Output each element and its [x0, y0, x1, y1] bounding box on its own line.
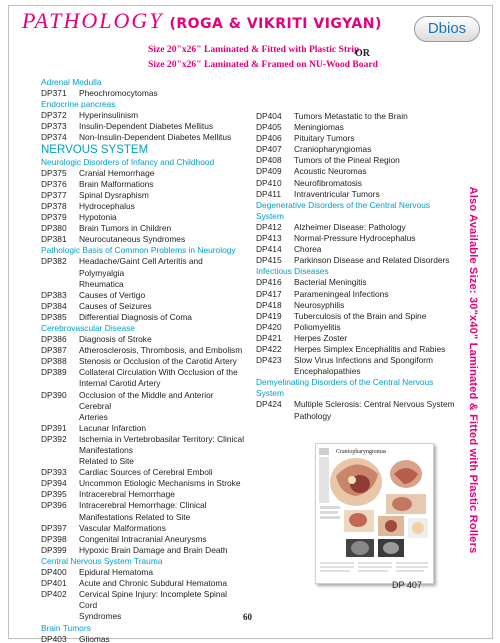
catalog-item — [41, 545, 246, 556]
item-title-line: Meningiomas — [294, 122, 344, 133]
item-title-line: Intracerebral Hemorrhage — [79, 489, 175, 500]
item-code: DP421 — [256, 332, 282, 343]
item-title — [294, 233, 456, 244]
item-title-line: Pheochromocytomas — [79, 88, 158, 99]
item-code: DP372 — [41, 110, 67, 121]
item-title-line: Herpes Simplex Encephalitis and Rabies — [294, 343, 446, 354]
catalog-item — [256, 133, 456, 144]
catalog-item — [41, 223, 246, 234]
item-code: DP424 — [256, 399, 282, 410]
item-code: DP376 — [41, 178, 67, 189]
vertical-size-note — [462, 128, 484, 612]
item-title-line: Lacunar Infarction — [79, 422, 147, 433]
item-title-line: Slow Virus Infections and Spongiform — [294, 355, 434, 366]
item-title — [294, 133, 456, 144]
catalog-item — [41, 390, 246, 423]
poster-thumbnail — [315, 443, 434, 584]
title-subtitle: (ROGA & VIKRITI VIGYAN) — [169, 16, 382, 32]
item-title-line: Vascular Malformations — [79, 522, 166, 533]
item-code: DP393 — [41, 467, 67, 478]
catalog-item — [41, 578, 246, 589]
item-title-line: Poliomyelitis — [294, 321, 341, 332]
item-code: DP384 — [41, 300, 67, 311]
section-heading: Cerebrovascular Disease — [41, 322, 136, 333]
item-title — [79, 301, 246, 312]
item-title — [294, 322, 456, 333]
section-heading: Adrenal Medulla — [41, 77, 102, 87]
item-title — [79, 88, 246, 99]
section-title: NERVOUS SYSTEM — [41, 143, 149, 156]
item-title-line: Tuberculosis of the Brain and Spine — [294, 310, 427, 321]
item-title — [294, 244, 456, 255]
catalog-item — [41, 110, 246, 121]
item-code: DP399 — [41, 544, 67, 555]
item-title-line: Intraventricular Tumors — [294, 188, 380, 199]
item-title — [79, 223, 246, 234]
item-title — [79, 478, 246, 489]
catalog-item — [41, 168, 246, 179]
catalog-item — [256, 155, 456, 166]
item-code: DP396 — [41, 500, 67, 511]
catalog-item — [41, 500, 246, 522]
item-title-line: Intracerebral Hemorrhage: Clinical — [79, 500, 207, 511]
catalog-item — [41, 367, 246, 389]
page-title — [22, 8, 382, 34]
item-title — [79, 567, 246, 578]
item-title-line: Gliomas — [79, 633, 110, 643]
item-title — [79, 545, 246, 556]
item-title-line: Neurocutaneous Syndromes — [79, 234, 186, 245]
section-heading: Infectious Diseases — [256, 266, 329, 277]
size-option-strip: Size 20"x26" Laminated & Fitted with Plastic Strip — [148, 44, 360, 55]
item-title-line: Collateral Circulation With Occlusion of the — [79, 367, 238, 378]
item-title-line: Ischemia in Vertebrobasilar Territory: Clinical — [79, 433, 245, 444]
item-code: DP391 — [41, 422, 67, 433]
section-heading: Demyelinating Disorders of the Central Nervous System — [256, 377, 434, 399]
item-title — [79, 256, 246, 289]
vertical-size-note-text: Also Available Size: 30"x40" Laminated & Fitted with Plastic Rollers — [467, 186, 479, 554]
catalog-item — [256, 144, 456, 155]
item-code: DP412 — [256, 221, 282, 232]
item-title — [79, 356, 246, 367]
item-title-line: Alzheimer Disease: Pathology — [294, 221, 406, 232]
item-code: DP371 — [41, 88, 67, 99]
item-code: DP386 — [41, 334, 67, 345]
item-title — [294, 344, 456, 355]
item-title-line: Parameningeal Infections — [294, 288, 389, 299]
item-title — [294, 222, 456, 233]
item-code: DP423 — [256, 355, 282, 366]
title-main: PATHOLOGY — [22, 8, 164, 33]
item-title — [79, 434, 246, 467]
item-code: DP411 — [256, 188, 281, 199]
catalog-item — [256, 355, 456, 377]
catalog-item — [41, 634, 246, 643]
item-title — [79, 234, 246, 245]
or-label: OR — [355, 48, 370, 59]
catalog-item — [256, 255, 456, 266]
item-code: DP400 — [41, 567, 67, 578]
item-title-line: Syndromes — [79, 611, 122, 622]
item-title — [294, 333, 456, 344]
item-title-line: Headache/Gaint Cell Arteritis and Polymyalgia — [79, 256, 203, 278]
item-title-line: Uncommon Etiologic Mechanisms in Stroke — [79, 478, 241, 489]
section-heading: Pathologic Basis of Common Problems in Neurology — [41, 245, 236, 256]
item-title-line: Multiple Sclerosis: Central Nervous System — [294, 399, 455, 410]
item-title — [79, 345, 246, 356]
catalog-item — [256, 399, 456, 421]
item-title-line: Occlusion of the Middle and Anterior Cerebral — [79, 389, 214, 411]
section-heading: Degenerative Disorders of the Central Nervous System — [256, 199, 431, 221]
catalog-item — [256, 244, 456, 255]
item-code: DP407 — [256, 144, 282, 155]
item-title — [294, 189, 456, 200]
item-title-line: Hydrocephalus — [79, 200, 135, 211]
item-code: DP398 — [41, 533, 67, 544]
item-title — [79, 121, 246, 132]
item-code: DP417 — [256, 288, 282, 299]
item-title-line: Herpes Zoster — [294, 332, 348, 343]
item-title-line: Differential Diagnosis of Coma — [79, 311, 192, 322]
catalog-item — [41, 478, 246, 489]
catalog-item — [256, 311, 456, 322]
catalog-item — [41, 312, 246, 323]
item-title — [294, 399, 456, 421]
item-title — [294, 289, 456, 300]
item-title-line: Pathology — [294, 410, 332, 421]
item-title — [294, 144, 456, 155]
catalog-item — [41, 179, 246, 190]
item-title-line: Neurosyphilis — [294, 299, 345, 310]
catalog-item — [41, 489, 246, 500]
item-title-line: Neurofibromatosis — [294, 177, 362, 188]
item-title-line: Chorea — [294, 244, 322, 255]
item-code: DP402 — [41, 589, 67, 600]
item-title — [294, 255, 456, 266]
catalog-item — [41, 88, 246, 99]
item-title — [79, 290, 246, 301]
item-code: DP405 — [256, 122, 282, 133]
item-code: DP387 — [41, 345, 67, 356]
item-code: DP388 — [41, 356, 67, 367]
item-title-line: Hypoxic Brain Damage and Brain Death — [79, 544, 228, 555]
item-title-line: Encephalopathies — [294, 366, 361, 377]
item-code: DP379 — [41, 212, 67, 223]
page-number: 60 — [243, 612, 252, 622]
item-code: DP401 — [41, 578, 67, 589]
catalog-item — [41, 467, 246, 478]
item-title-line: Atherosclerosis, Thrombosis, and Embolism — [79, 345, 243, 356]
section-heading: Neurologic Disorders of Infancy and Childhood — [41, 156, 215, 167]
poster-heading: Craniopharyngiomas — [336, 449, 387, 455]
item-title — [79, 589, 246, 622]
item-code: DP403 — [41, 633, 67, 643]
catalog-item — [256, 322, 456, 333]
item-title-line: Rheumatica — [79, 278, 124, 289]
item-code: DP408 — [256, 155, 282, 166]
item-code: DP394 — [41, 478, 67, 489]
item-title — [79, 534, 246, 545]
item-title-line: Tumors Metastatic to the Brain — [294, 111, 408, 121]
item-code: DP375 — [41, 167, 67, 178]
catalog-item — [256, 233, 456, 244]
item-title — [79, 212, 246, 223]
item-code: DP404 — [256, 111, 282, 121]
item-code: DP410 — [256, 177, 282, 188]
item-code: DP392 — [41, 433, 67, 444]
catalog-item — [41, 201, 246, 212]
catalog-item — [41, 190, 246, 201]
catalog-item — [41, 132, 246, 143]
catalog-item — [41, 523, 246, 534]
catalog-item — [256, 178, 456, 189]
item-code: DP389 — [41, 367, 67, 378]
item-code: DP374 — [41, 132, 67, 143]
item-title-line: Epidural Hematoma — [79, 567, 154, 578]
item-title-line: Hypotonia — [79, 212, 117, 223]
item-title-line: Parkinson Disease and Related Disorders — [294, 255, 450, 266]
item-title — [294, 178, 456, 189]
item-title — [79, 634, 246, 643]
catalog-item — [256, 277, 456, 288]
catalog-item — [41, 256, 246, 289]
catalog-item — [41, 212, 246, 223]
catalog-item — [256, 222, 456, 233]
item-code: DP397 — [41, 522, 67, 533]
item-title — [79, 578, 246, 589]
poster-illustration — [316, 444, 433, 583]
catalog-item — [41, 434, 246, 467]
catalog-item — [41, 334, 246, 345]
item-title-line: Manifestations — [79, 445, 133, 455]
item-title-line: Brain Malformations — [79, 178, 154, 189]
item-code: DP406 — [256, 133, 282, 144]
item-title-line: Insulin-Dependent Diabetes Mellitus — [79, 121, 214, 132]
item-title-line: Brain Tumors in Children — [79, 223, 172, 234]
item-code: DP373 — [41, 121, 67, 132]
item-title-line: Pituitary Tumors — [294, 133, 355, 144]
catalog-item — [41, 589, 246, 622]
item-title-line: Cranial Hemorrhage — [79, 167, 155, 178]
catalog-item — [41, 423, 246, 434]
item-title-line: Manifestations Related to Site — [79, 511, 191, 522]
item-title — [294, 122, 456, 133]
item-title — [79, 110, 246, 121]
catalog-item — [41, 234, 246, 245]
item-title — [294, 355, 456, 377]
item-code: DP381 — [41, 234, 67, 245]
catalog-item — [256, 111, 456, 122]
item-title — [79, 500, 246, 522]
item-title-line: Spinal Dysraphism — [79, 189, 149, 200]
item-code: DP416 — [256, 277, 282, 288]
item-title-line: Internal Carotid Artery — [79, 378, 161, 389]
size-option-board: Size 20"x26" Laminated & Framed on NU-Wood Board — [148, 59, 378, 70]
item-title-line: Cervical Spine Injury: Incomplete Spinal Cord — [79, 589, 228, 611]
item-title — [79, 168, 246, 179]
catalog-item — [256, 333, 456, 344]
item-title — [79, 334, 246, 345]
item-title — [79, 132, 246, 143]
catalog-item — [256, 289, 456, 300]
item-title — [294, 166, 456, 177]
left-column — [41, 77, 246, 643]
catalog-item — [41, 290, 246, 301]
item-code: DP380 — [41, 223, 67, 234]
item-title — [79, 190, 246, 201]
item-code: DP390 — [41, 389, 67, 400]
item-title-line: Causes of Seizures — [79, 300, 152, 311]
item-title-line: Bacterial Meningitis — [294, 277, 367, 288]
item-title — [79, 312, 246, 323]
catalog-item — [41, 345, 246, 356]
item-title — [294, 155, 456, 166]
catalog-item — [256, 166, 456, 177]
item-title-line: Normal-Pressure Hydrocephalus — [294, 233, 416, 244]
item-title — [79, 201, 246, 212]
item-code: DP383 — [41, 289, 67, 300]
item-code: DP409 — [256, 166, 282, 177]
item-code: DP413 — [256, 233, 282, 244]
item-code: DP422 — [256, 343, 282, 354]
item-title — [79, 179, 246, 190]
item-title-line: Hyperinsulinism — [79, 110, 139, 121]
item-title — [294, 277, 456, 288]
catalog-item — [256, 344, 456, 355]
item-title-line: Acute and Chronic Subdural Hematoma — [79, 578, 228, 589]
catalog-item — [41, 301, 246, 312]
catalog-item — [41, 121, 246, 132]
item-code: DP395 — [41, 489, 67, 500]
item-title-line: Cardiac Sources of Cerebral Emboli — [79, 467, 213, 478]
item-code: DP414 — [256, 244, 282, 255]
item-title — [79, 390, 246, 423]
catalog-item — [41, 534, 246, 545]
catalog-item — [256, 122, 456, 133]
item-code: DP419 — [256, 310, 282, 321]
item-code: DP378 — [41, 200, 67, 211]
section-heading: Brain Tumors — [41, 622, 91, 633]
item-code: DP382 — [41, 256, 67, 267]
item-code: DP420 — [256, 321, 282, 332]
item-code: DP418 — [256, 299, 282, 310]
item-title-line: Congenital Intracranial Aneurysms — [79, 533, 207, 544]
item-title-line: Causes of Vertigo — [79, 289, 146, 300]
item-title-line: Tumors of the Pineal Region — [294, 155, 400, 166]
catalog-item — [256, 300, 456, 311]
section-heading: Central Nervous System Trauma — [41, 555, 163, 566]
item-code: DP415 — [256, 255, 282, 266]
catalog-item — [41, 567, 246, 578]
brand-logo — [414, 16, 480, 42]
item-title-line: Stenosis or Occlusion of the Carotid Artery — [79, 356, 237, 367]
item-title-line: Arteries — [79, 411, 108, 422]
item-title — [79, 523, 246, 534]
item-title — [79, 467, 246, 478]
item-title-line: Acoustic Neuromas — [294, 166, 367, 177]
item-code: DP385 — [41, 311, 67, 322]
item-title-line: Non-Insulin-Dependent Diabetes Mellitus — [79, 132, 232, 143]
item-title — [79, 489, 246, 500]
item-title — [79, 367, 246, 389]
item-title — [294, 311, 456, 322]
item-title — [79, 423, 246, 434]
poster-caption: DP 407 — [392, 580, 422, 590]
brand-logo-text: Dbios — [427, 20, 467, 37]
item-title-line: Related to Site — [79, 456, 134, 467]
item-title — [294, 111, 456, 122]
catalog-item — [41, 356, 246, 367]
item-title-line: Craniopharyngiomas — [294, 144, 372, 155]
item-code: DP377 — [41, 189, 67, 200]
item-title-line: Diagnosis of Stroke — [79, 334, 152, 345]
catalog-item — [256, 189, 456, 200]
section-heading: Endocrine pancreas — [41, 99, 116, 110]
right-column — [256, 111, 456, 422]
item-title — [294, 300, 456, 311]
